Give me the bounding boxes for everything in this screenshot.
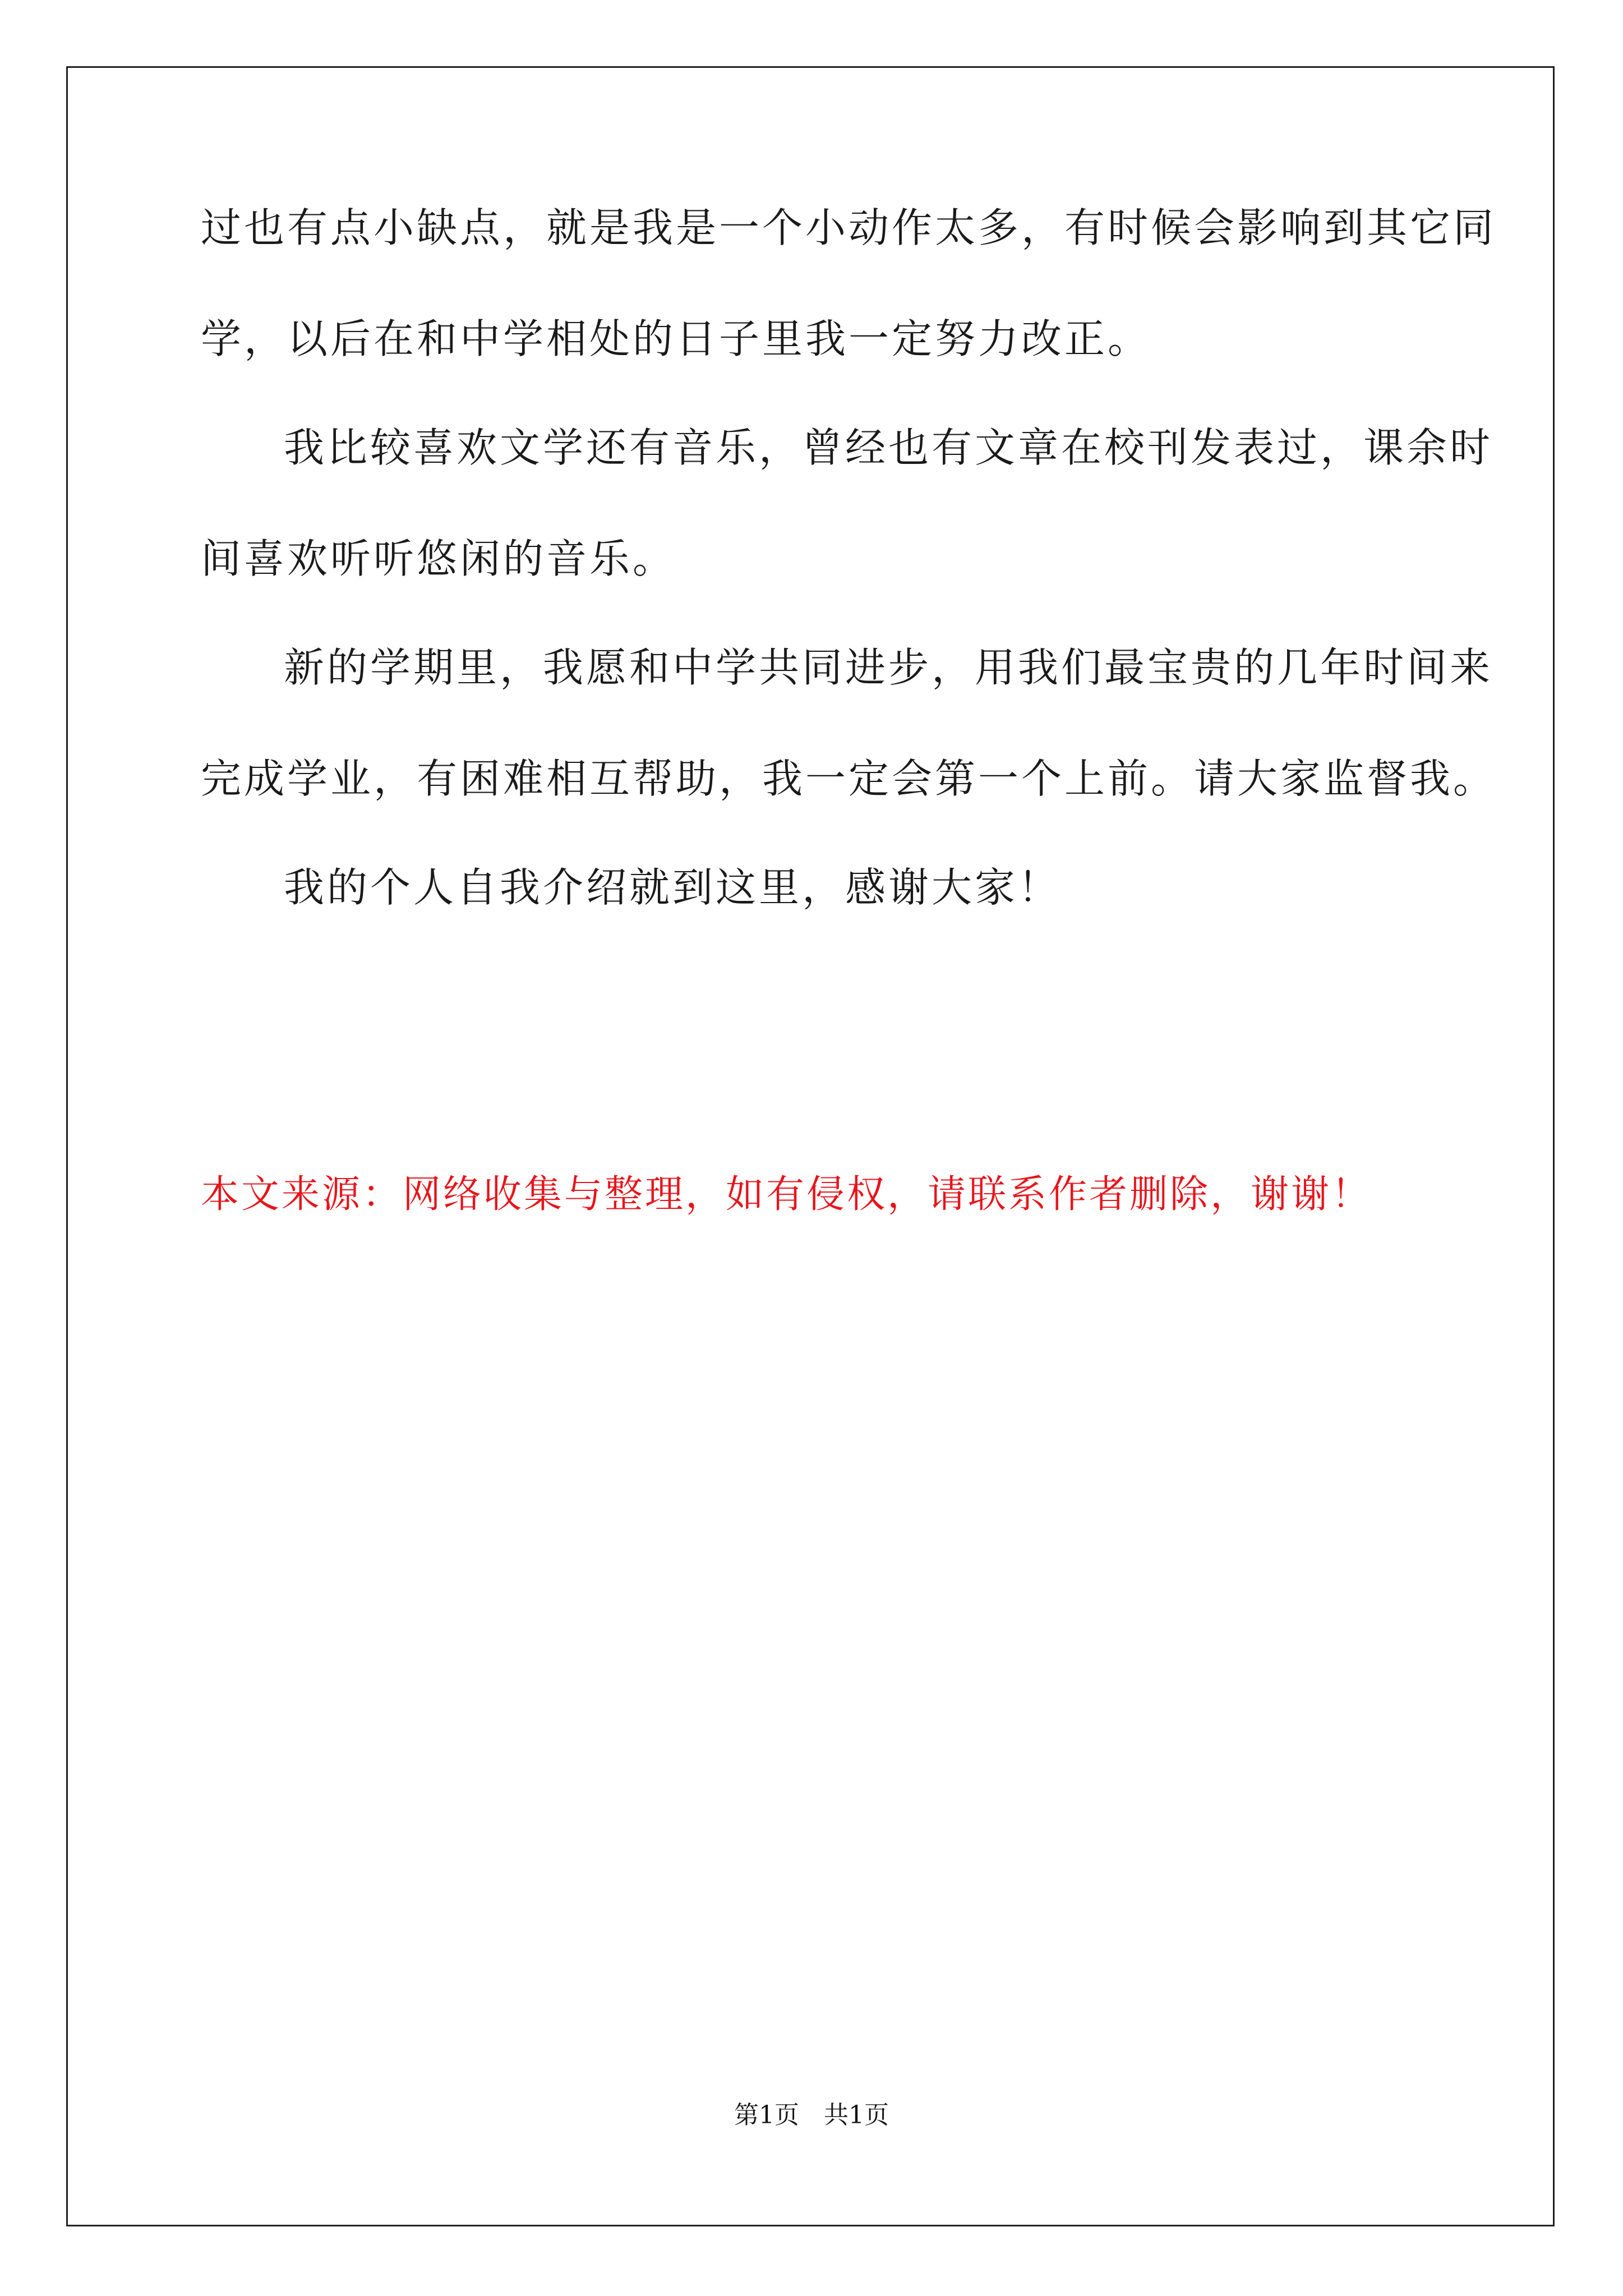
text-line: 我比较喜欢文学还有音乐，曾经也有文章在校刊发表过，课余时 [284,424,1493,471]
document-body [201,201,1497,914]
page-footer: 第1页 共1页 [734,2101,889,2129]
text-line: 新的学期里，我愿和中学共同进步，用我们最宝贵的几年时间来 [284,644,1493,691]
paragraph [201,421,1493,586]
text-line: 间喜欢听听悠闲的音乐。 [201,535,676,582]
text-line: 学，以后在和中学相处的日子里我一定努力改正。 [201,315,1151,362]
source-note: 本文来源：网络收集与整理，如有侵权，请联系作者删除，谢谢！ [201,1172,1372,1217]
text-line: 完成学业，有困难相互帮助，我一定会第一个上前。请大家监督我。 [201,755,1497,802]
text-line: 过也有点小缺点，就是我是一个小动作太多，有时候会影响到其它同 [201,204,1497,251]
paragraph [201,201,1497,366]
paragraph [201,641,1497,806]
paragraph [201,861,1435,914]
text-line: 我的个人自我介绍就到这里，感谢大家！ [284,864,1062,911]
